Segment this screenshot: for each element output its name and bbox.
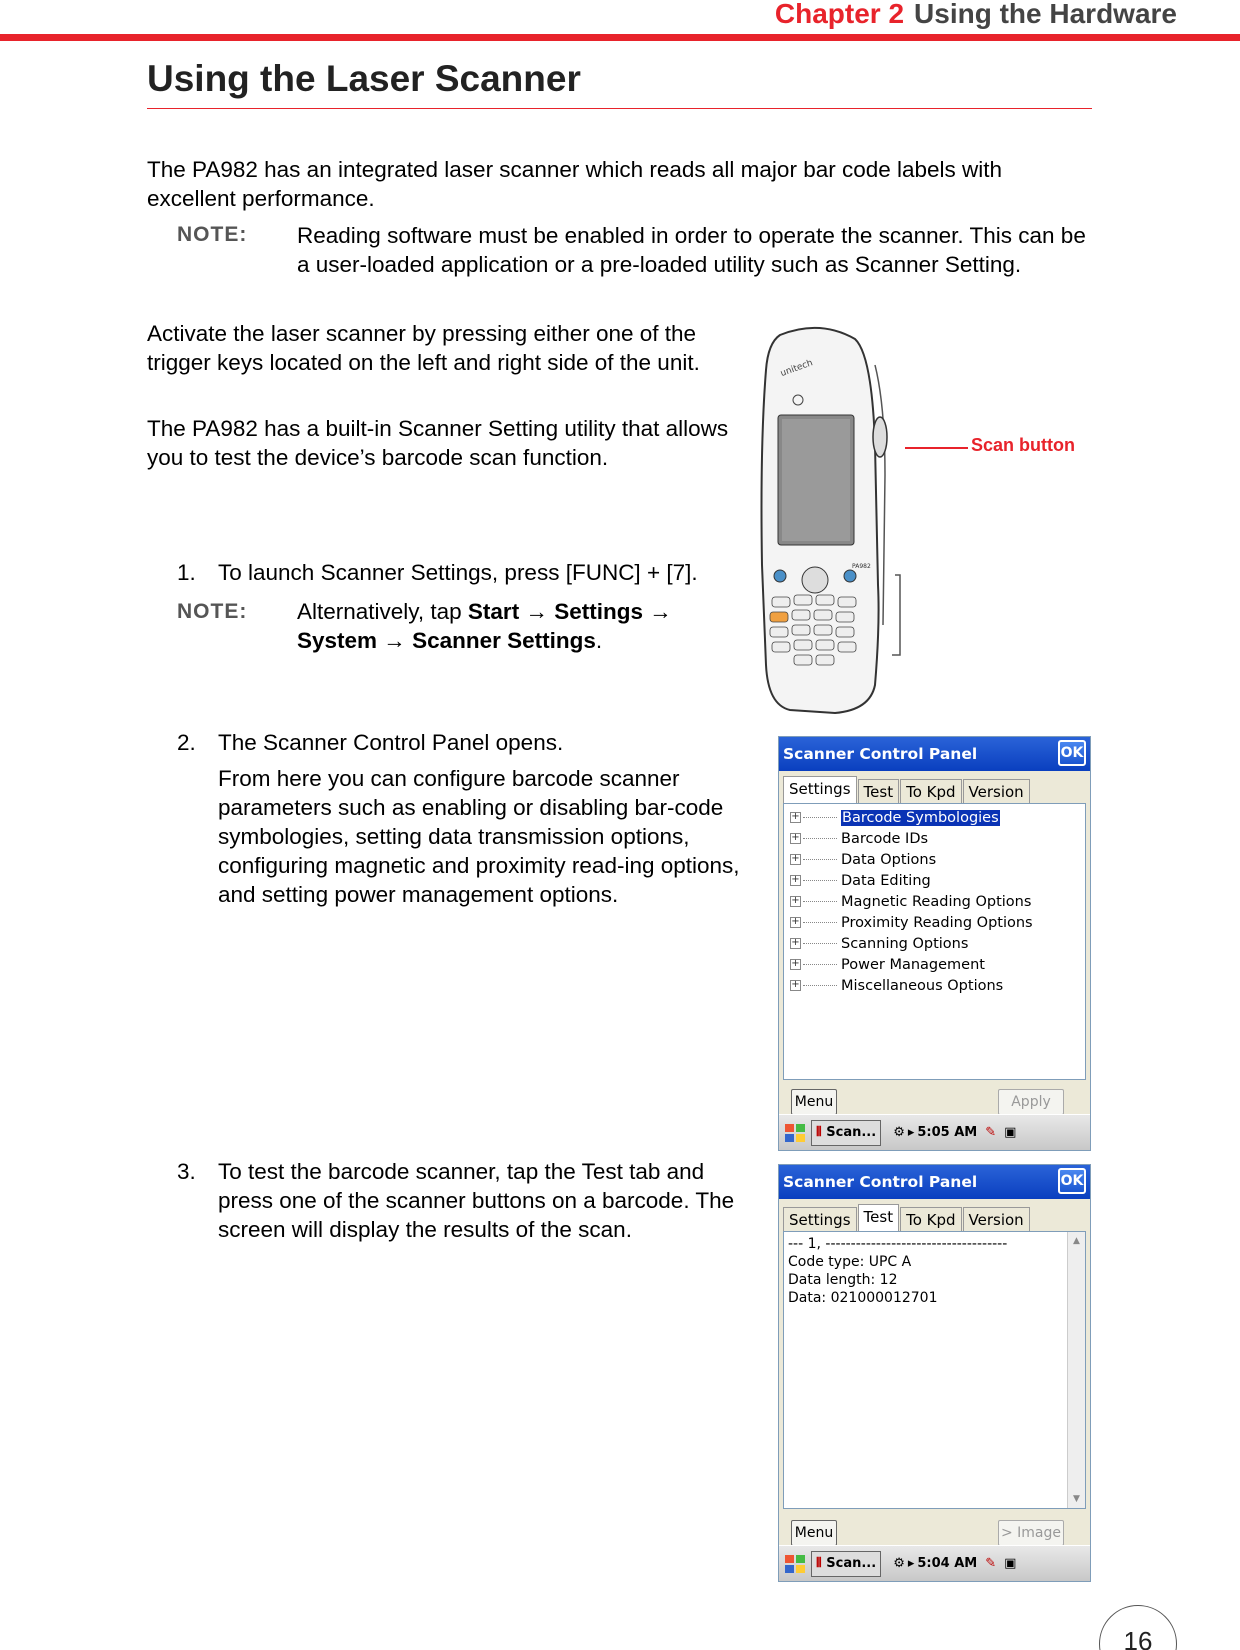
tab-version[interactable]: Version (963, 779, 1030, 803)
expand-icon[interactable]: + (791, 979, 800, 990)
note2-arrow: → (519, 599, 555, 624)
scanner-control-panel-settings-screenshot (778, 736, 1091, 1151)
barcode-icon: ⦀ (816, 1124, 822, 1140)
scan-button-callout: Scan button (971, 435, 1075, 455)
pen-icon[interactable]: ✎ (985, 1556, 997, 1571)
barcode-icon: ⦀ (816, 1555, 822, 1571)
scan-button-shape (873, 417, 887, 457)
scroll-up-icon[interactable]: ▲ (1073, 1236, 1080, 1246)
scanner-control-panel-test-screenshot (778, 1164, 1091, 1582)
step-1-number: 1. (177, 560, 196, 585)
pen-icon[interactable]: ✎ (985, 1125, 997, 1140)
note2-prefix: Alternatively, tap (297, 599, 468, 624)
result-line: Code type: UPC A (788, 1254, 912, 1270)
device-brand: unitech (779, 358, 815, 380)
ce-titlebar (779, 737, 1090, 771)
tree-item-label: Data Options (841, 851, 937, 868)
tree-item-label: Scanning Options (841, 935, 969, 952)
note2-text (297, 597, 727, 655)
tree-item[interactable] (784, 849, 1085, 870)
settings-tree (783, 803, 1086, 1080)
note2-end: . (595, 628, 603, 653)
note2-label: NOTE: (177, 600, 248, 623)
tab-settings[interactable]: Settings (783, 776, 857, 804)
tree-item[interactable] (784, 807, 1085, 828)
expand-icon[interactable]: + (791, 832, 800, 843)
tree-item-label: Miscellaneous Options (841, 977, 1004, 994)
taskbar-scan-label: Scan... (826, 1124, 877, 1140)
note2-arrow: → (377, 628, 413, 653)
ok-button[interactable]: OK (1058, 740, 1086, 766)
tree-item-label: Proximity Reading Options (841, 914, 1033, 931)
result-line: --- 1, ------------------------------------ (788, 1236, 1008, 1252)
tree-item[interactable] (784, 954, 1085, 975)
running-header (775, 0, 1177, 32)
step-1-text: To launch Scanner Settings, press [FUNC] + [7]. (218, 560, 698, 585)
image-button[interactable]: > Image (998, 1520, 1064, 1546)
taskbar (779, 1114, 1090, 1150)
network-icon[interactable]: ⚙ (893, 1556, 905, 1571)
section-label: Using the Hardware (914, 0, 1177, 29)
desktop-icon[interactable]: ▣ (1004, 1125, 1017, 1140)
tree-item-label: Data Editing (841, 872, 931, 889)
step-3-text: To test the barcode scanner, tap the Test tab and press one of the scanner buttons on a barcode. The screen will display the results of the scan. (218, 1159, 735, 1242)
tree-item[interactable] (784, 933, 1085, 954)
ce-tabbar (779, 1199, 1090, 1231)
tree-item[interactable] (784, 870, 1085, 891)
note2-arrow: → (642, 599, 672, 624)
chapter-label: Chapter 2 (774, 0, 905, 29)
utility-paragraph: The PA982 has a built-in Scanner Setting utility that allows you to test the device’s barcode scan function. (147, 416, 729, 470)
tab-to-kpd[interactable]: To Kpd (900, 779, 961, 803)
result-line: Data length: 12 (788, 1272, 898, 1288)
taskbar-scan-button[interactable] (811, 1551, 881, 1577)
ce-title-text: Scanner Control Panel (783, 1173, 978, 1191)
expand-icon[interactable]: + (791, 853, 800, 864)
menu-button[interactable]: Menu (791, 1089, 837, 1115)
vertical-scrollbar[interactable] (1067, 1232, 1085, 1508)
tree-item-label: Barcode Symbologies (842, 809, 999, 826)
scroll-down-icon[interactable]: ▼ (1073, 1494, 1080, 1504)
tree-item[interactable] (784, 975, 1085, 996)
pa982-device-illustration (760, 325, 910, 715)
expand-icon[interactable]: + (791, 937, 800, 948)
tray-arrow-icon[interactable]: ▸ (907, 1556, 915, 1571)
expand-icon[interactable]: + (791, 811, 800, 822)
device-model: PA982 (852, 563, 871, 570)
taskbar-clock: 5:05 AM (917, 1125, 978, 1140)
tab-to-kpd[interactable]: To Kpd (900, 1207, 961, 1231)
tree-item-label: Power Management (841, 956, 985, 973)
tab-version[interactable]: Version (963, 1207, 1030, 1231)
activate-paragraph: Activate the laser scanner by pressing either one of the trigger keys located on the left and right side of the unit. (147, 321, 700, 375)
windows-start-icon[interactable] (783, 1552, 807, 1576)
network-icon[interactable]: ⚙ (893, 1125, 905, 1140)
taskbar (779, 1545, 1090, 1581)
tray-arrow-icon[interactable]: ▸ (907, 1125, 915, 1140)
title-rule (147, 108, 1092, 109)
step-2-detail: From here you can configure barcode scanner parameters such as enabling or disabling bar-code symbologies, setting data transmission options, configuring magnetic and proximity read-ing options, and setting power management options. (218, 766, 740, 907)
result-line: Data: 021000012701 (788, 1290, 938, 1306)
page-number-badge (1099, 1605, 1177, 1650)
tree-item-label: Magnetic Reading Options (841, 893, 1032, 910)
step-2-number: 2. (177, 730, 196, 755)
expand-icon[interactable]: + (791, 916, 800, 927)
scan-results-area[interactable] (783, 1231, 1086, 1509)
ok-button[interactable]: OK (1058, 1168, 1086, 1194)
tree-item[interactable] (784, 912, 1085, 933)
tab-settings[interactable]: Settings (783, 1207, 857, 1231)
ce-tabbar (779, 771, 1090, 803)
menu-button[interactable]: Menu (791, 1520, 837, 1546)
apply-button[interactable]: Apply (998, 1089, 1064, 1115)
page-number: 16 (1123, 1626, 1153, 1650)
tree-item-label: Barcode IDs (841, 830, 929, 847)
step-3-number: 3. (177, 1159, 196, 1184)
expand-icon[interactable]: + (791, 958, 800, 969)
windows-start-icon[interactable] (783, 1121, 807, 1145)
intro-paragraph: The PA982 has an integrated laser scanner which reads all major bar code labels with excellent performance. (147, 157, 1003, 211)
tree-item[interactable] (784, 891, 1085, 912)
taskbar-scan-label: Scan... (826, 1555, 877, 1571)
expand-icon[interactable]: + (791, 895, 800, 906)
step-2-text: The Scanner Control Panel opens. (218, 730, 564, 755)
taskbar-scan-button[interactable] (811, 1120, 881, 1146)
expand-icon[interactable]: + (791, 874, 800, 885)
page-title: Using the Laser Scanner (147, 58, 581, 99)
desktop-icon[interactable]: ▣ (1004, 1556, 1017, 1571)
note-text: Reading software must be enabled in order to operate the scanner. This can be a user-loaded application or a pre-loaded utility such as Scanner Setting. (297, 223, 1086, 277)
note2-system: System (297, 628, 378, 653)
note2-settings: Settings (554, 599, 643, 624)
note-label: NOTE: (177, 223, 248, 246)
tree-item[interactable] (784, 828, 1085, 849)
note2-start: Start (467, 599, 520, 624)
tab-test[interactable]: Test (858, 1204, 900, 1232)
scan-button-callout-line (905, 447, 968, 449)
note2-scanner-settings: Scanner Settings (412, 628, 596, 653)
tab-test[interactable]: Test (858, 779, 900, 803)
ce-title-text: Scanner Control Panel (783, 745, 978, 763)
taskbar-clock: 5:04 AM (917, 1556, 978, 1571)
ce-titlebar (779, 1165, 1090, 1199)
header-rule (0, 34, 1240, 41)
